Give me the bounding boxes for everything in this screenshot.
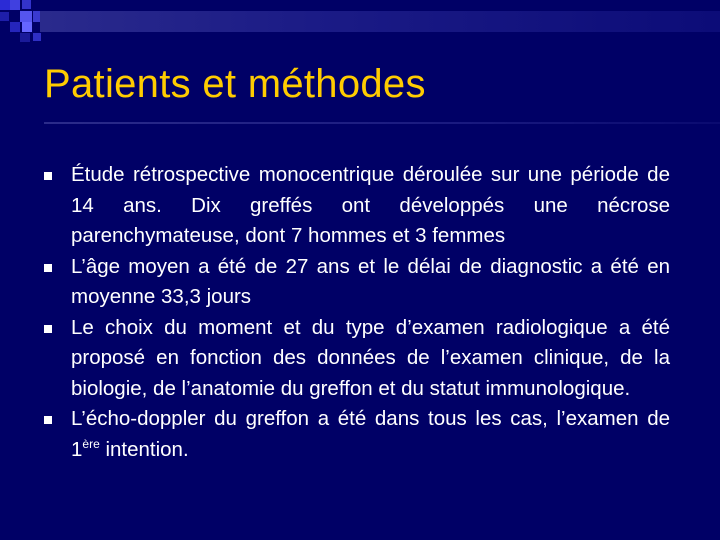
bullet-item bbox=[44, 313, 670, 405]
bullet-item bbox=[44, 160, 670, 252]
bullet-text: L’âge moyen a été de 27 ans et le délai de diagnostic a été en moyenne 33,3 jours bbox=[71, 254, 670, 308]
square-bullet-icon bbox=[44, 416, 52, 424]
bullet-item bbox=[44, 404, 670, 465]
title-underline bbox=[44, 122, 720, 124]
superscript-text: ère bbox=[82, 436, 100, 451]
bullet-text-before: L’écho-doppler du greffon a été dans tous les cas, l’examen de 1 bbox=[71, 407, 670, 461]
bullet-list bbox=[44, 160, 670, 465]
square-bullet-icon bbox=[44, 172, 52, 180]
bullet-text: Le choix du moment et du type d’examen radiologique a été proposé en fonction des données de l’examen clinique, de la biologie, de l’anatomie du greffon et du statut immunologique. bbox=[71, 315, 670, 400]
bullet-item bbox=[44, 252, 670, 313]
square-bullet-icon bbox=[44, 325, 52, 333]
bullet-text: Étude rétrospective monocentrique déroulée sur une période de 14 ans. Dix greffés ont développés une nécrose parenchymateuse, dont 7 hommes et 3 femmes bbox=[71, 163, 670, 247]
slide-title: Patients et méthodes bbox=[44, 62, 426, 106]
header-bar bbox=[40, 11, 720, 32]
square-bullet-icon bbox=[44, 264, 52, 272]
bullet-text-after: intention. bbox=[99, 437, 189, 461]
